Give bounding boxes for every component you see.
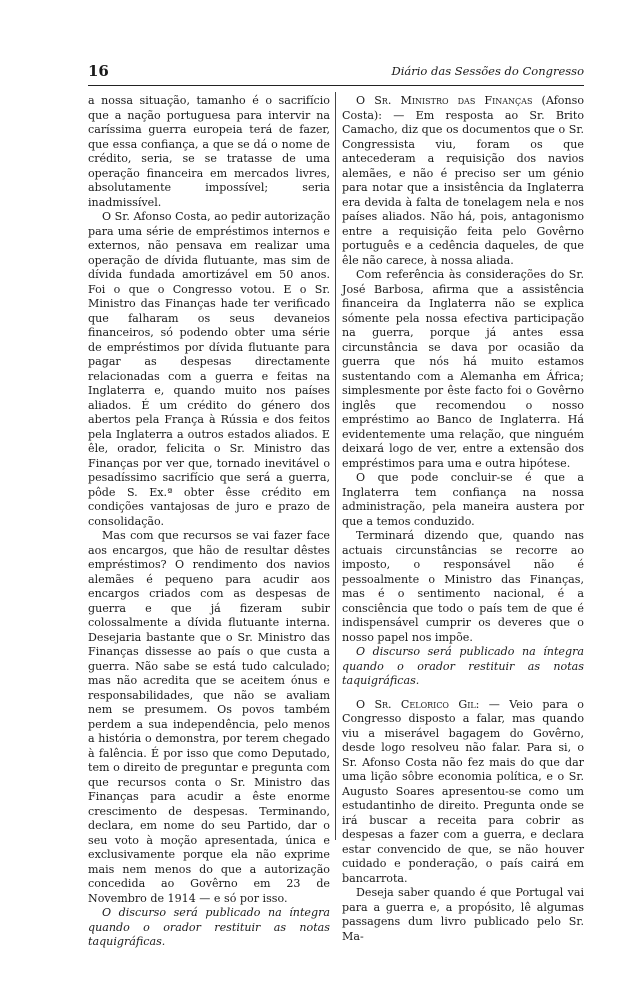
section-spacer <box>342 689 584 698</box>
right-paragraph-2: Com referência às considerações do Sr. José Barbosa, afirma que a assistência financeira da Inglaterra não se explica sómente pela nossa efectiva participação na guerra, porque já antes essa circunstância se dava por ocasião da guerra que nós há muito estamos sustentando com a Alemanha em África; simplesmente por êste facto foi o Govêrno inglês que recomendou o nosso empréstimo ao Banco de Inglaterra. Há evidentemente uma relação, que ninguém deixará logo de ver, entre a extensão dos empréstimos para uma e outra hipótese. <box>342 268 584 470</box>
running-title: Diário das Sessões do Congresso <box>391 64 584 78</box>
page-number: 16 <box>88 62 109 80</box>
right-paragraph-1-text: (Afonso Costa): — Em resposta ao Sr. Brito Camacho, diz que os documentos que o Sr. Congressista viu, foram os que antecederam a requisição dos navios alemães, e não é preciso ser um génio para notar que a insistência da Inglaterra era devida à falta de tonelagem nela e nos países aliados. Não há, pois, antagonismo entre a requisição feita pelo Govêrno português e a cedência daqueles, de que êle não carece, à nossa aliada. <box>342 94 584 267</box>
header-rule <box>88 85 584 86</box>
left-paragraph-2: O Sr. Afonso Costa, ao pedir autorização para uma série de empréstimos internos e externos, não pensava em realizar uma operação de dívida flutuante, mas sim de dívida fundada amortizável em 50 anos. Foi o que o Congresso votou. E o Sr. Ministro das Finanças hade ter verificado que falharam os seus devaneios financeiros, só podendo obter uma série de empréstimos por dívida flutuante para pagar as despesas directamente relacionadas com a guerra e feitas na Inglaterra e, quando muito nos países aliados. É um crédito do género dos abertos pela França à Rússia e dos feitos pela Inglaterra a outros estados aliados. E êle, orador, felicita o Sr. Ministro das Finanças por ver que, tornado inevitável o pesadíssimo sacrifício que será a guerra, pôde S. Ex.ª obter êsse crédito em condições vantajosas de juro e prazo de consolidação. <box>88 210 330 528</box>
left-publication-note: O discurso será publicado na íntegra quando o orador restituir as notas taquigráficas. <box>88 906 330 948</box>
right-paragraph-7: Deseja saber quando é que Portugal vai para a guerra e, a propósito, lê algumas passagens dum livro publicado pelo Sr. Ma- <box>342 886 584 943</box>
left-column <box>88 94 330 950</box>
right-publication-note: O discurso será publicado na íntegra quando o orador restituir as notas taquigráficas. <box>342 645 584 687</box>
speaker-minister-finances: O Sr. Ministro das Finanças <box>356 94 533 107</box>
left-paragraph-1: a nossa situação, tamanho é o sacrifício que a nação portuguesa para intervir na caríssima guerra europeia terá de fazer, que essa confiança, a que se dá o nome de crédito, seria, se se tratasse de uma operação financeira em mercados livres, absolutamente impossível; seria inadmissível. <box>88 94 330 209</box>
right-paragraph-6-text: : — Veio para o Congresso disposto a falar, mas quando viu a miserável bagagem do Govêrno, desde logo resolveu não falar. Para si, o Sr. Afonso Costa não fez mais do que dar uma lição sôbre economia política, e o Sr. Augusto Soares apresentou-se como um estudantinho de direito. Pregunta onde se irá buscar a receita para cobrir as despesas a fazer com a guerra, e declara estar convencido de que, se não houver cuidado e ponderação, o país cairá em bancarrota. <box>342 697 584 885</box>
speaker-celorico-gil: O Sr. Celorico Gil <box>356 697 476 711</box>
column-divider <box>335 92 336 840</box>
left-paragraph-3: Mas com que recursos se vai fazer face aos encargos, que hão de resultar dêstes empréstimos? O rendimento dos navios alemães é pequeno para acudir aos encargos criados com as despesas de guerra e que já fizeram subir colossalmente a dívida flutuante interna. Desejaria bastante que o Sr. Ministro das Finanças dissesse ao país o que custa a guerra. Não sabe se está tudo calculado; mas não acredita que se aceitem ónus e responsabilidades, que não se avaliam nem se presumem. Os povos também perdem a sua independência, pelo menos a história o demonstra, por terem chegado à falência. É por isso que como Deputado, tem o direito de preguntar e pregunta com que recursos conta o Sr. Ministro das Finanças para acudir a êste enorme crescimento de despesas. Terminando, declara, em nome do seu Partido, dar o seu voto à moção apresentada, única e exclusivamente porque ela não exprime mais nem menos do que a autorização concedida ao Govêrno em 23 de Novembro de 1914 — e só por isso. <box>88 529 330 905</box>
right-paragraph-4: Terminará dizendo que, quando nas actuais circunstâncias se recorre ao imposto, o responsável não é pessoalmente o Ministro das Finanças, mas é o sentimento nacional, é a consciência que todo o país tem de que é indispensável cumprir os deveres que o nosso papel nos impõe. <box>342 529 584 644</box>
right-paragraph-3: O que pode concluir-se é que a Inglaterra tem confiança na nossa administração, pela maneira austera por que a temos conduzido. <box>342 471 584 528</box>
right-paragraph-1 <box>342 94 584 268</box>
right-paragraph-6 <box>342 698 584 887</box>
right-column <box>342 94 584 944</box>
